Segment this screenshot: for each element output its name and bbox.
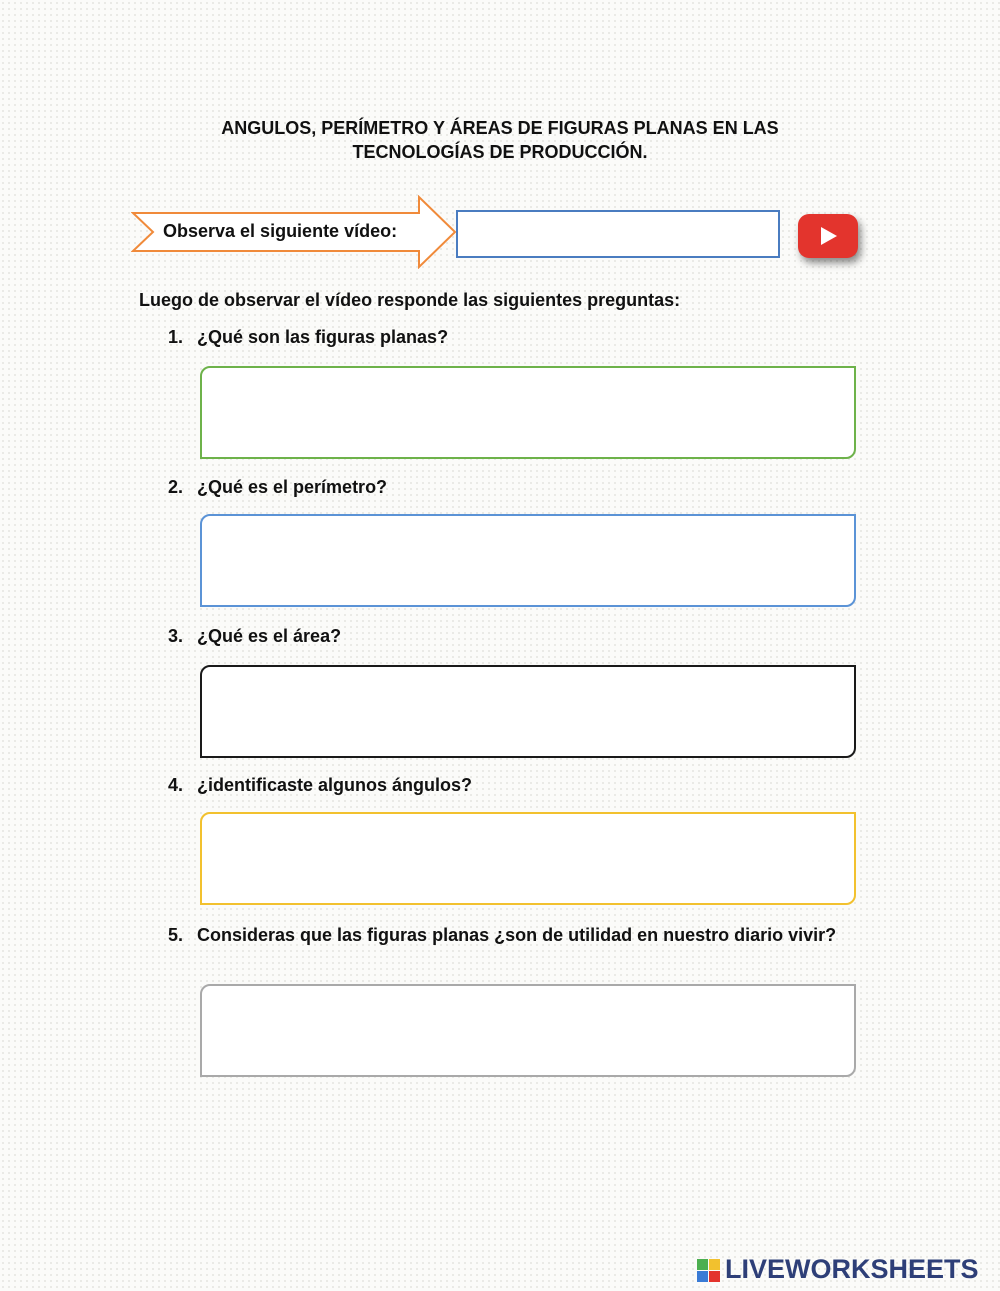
question-number: 3. (168, 626, 184, 646)
video-label: Observa el siguiente vídeo: (163, 221, 398, 241)
question-text: ¿Qué son las figuras planas? (197, 327, 449, 347)
video-link-field[interactable] (456, 210, 780, 258)
answer-box-3[interactable] (200, 665, 856, 758)
play-icon (820, 227, 838, 245)
youtube-play-button[interactable] (798, 214, 858, 258)
liveworksheets-logo-icon (697, 1259, 721, 1283)
answer-box-2[interactable] (200, 514, 856, 607)
answer-box-4[interactable] (200, 812, 856, 905)
question-text: Consideras que las figuras planas ¿son de utilidad en nuestro diario vivir? (197, 925, 837, 945)
answer-box-5[interactable] (200, 984, 856, 1077)
question-text: ¿Qué es el perímetro? (197, 477, 388, 497)
question-text: ¿Qué es el área? (197, 626, 342, 646)
question-number: 1. (168, 327, 184, 347)
video-arrow-banner (131, 195, 461, 269)
question-number: 4. (168, 775, 184, 795)
brand-text: LIVEWORKSHEETS (725, 1254, 979, 1284)
title-line-2: TECNOLOGÍAS DE PRODUCCIÓN. (352, 142, 648, 162)
instruction-text: Luego de observar el vídeo responde las siguientes preguntas: (139, 290, 681, 310)
question-text: ¿identificaste algunos ángulos? (197, 775, 473, 795)
question-number: 5. (168, 925, 184, 945)
answer-box-1[interactable] (200, 366, 856, 459)
question-number: 2. (168, 477, 184, 497)
title-line-1: ANGULOS, PERÍMETRO Y ÁREAS DE FIGURAS PLANAS EN LAS (221, 118, 779, 138)
worksheet-title (150, 116, 850, 164)
